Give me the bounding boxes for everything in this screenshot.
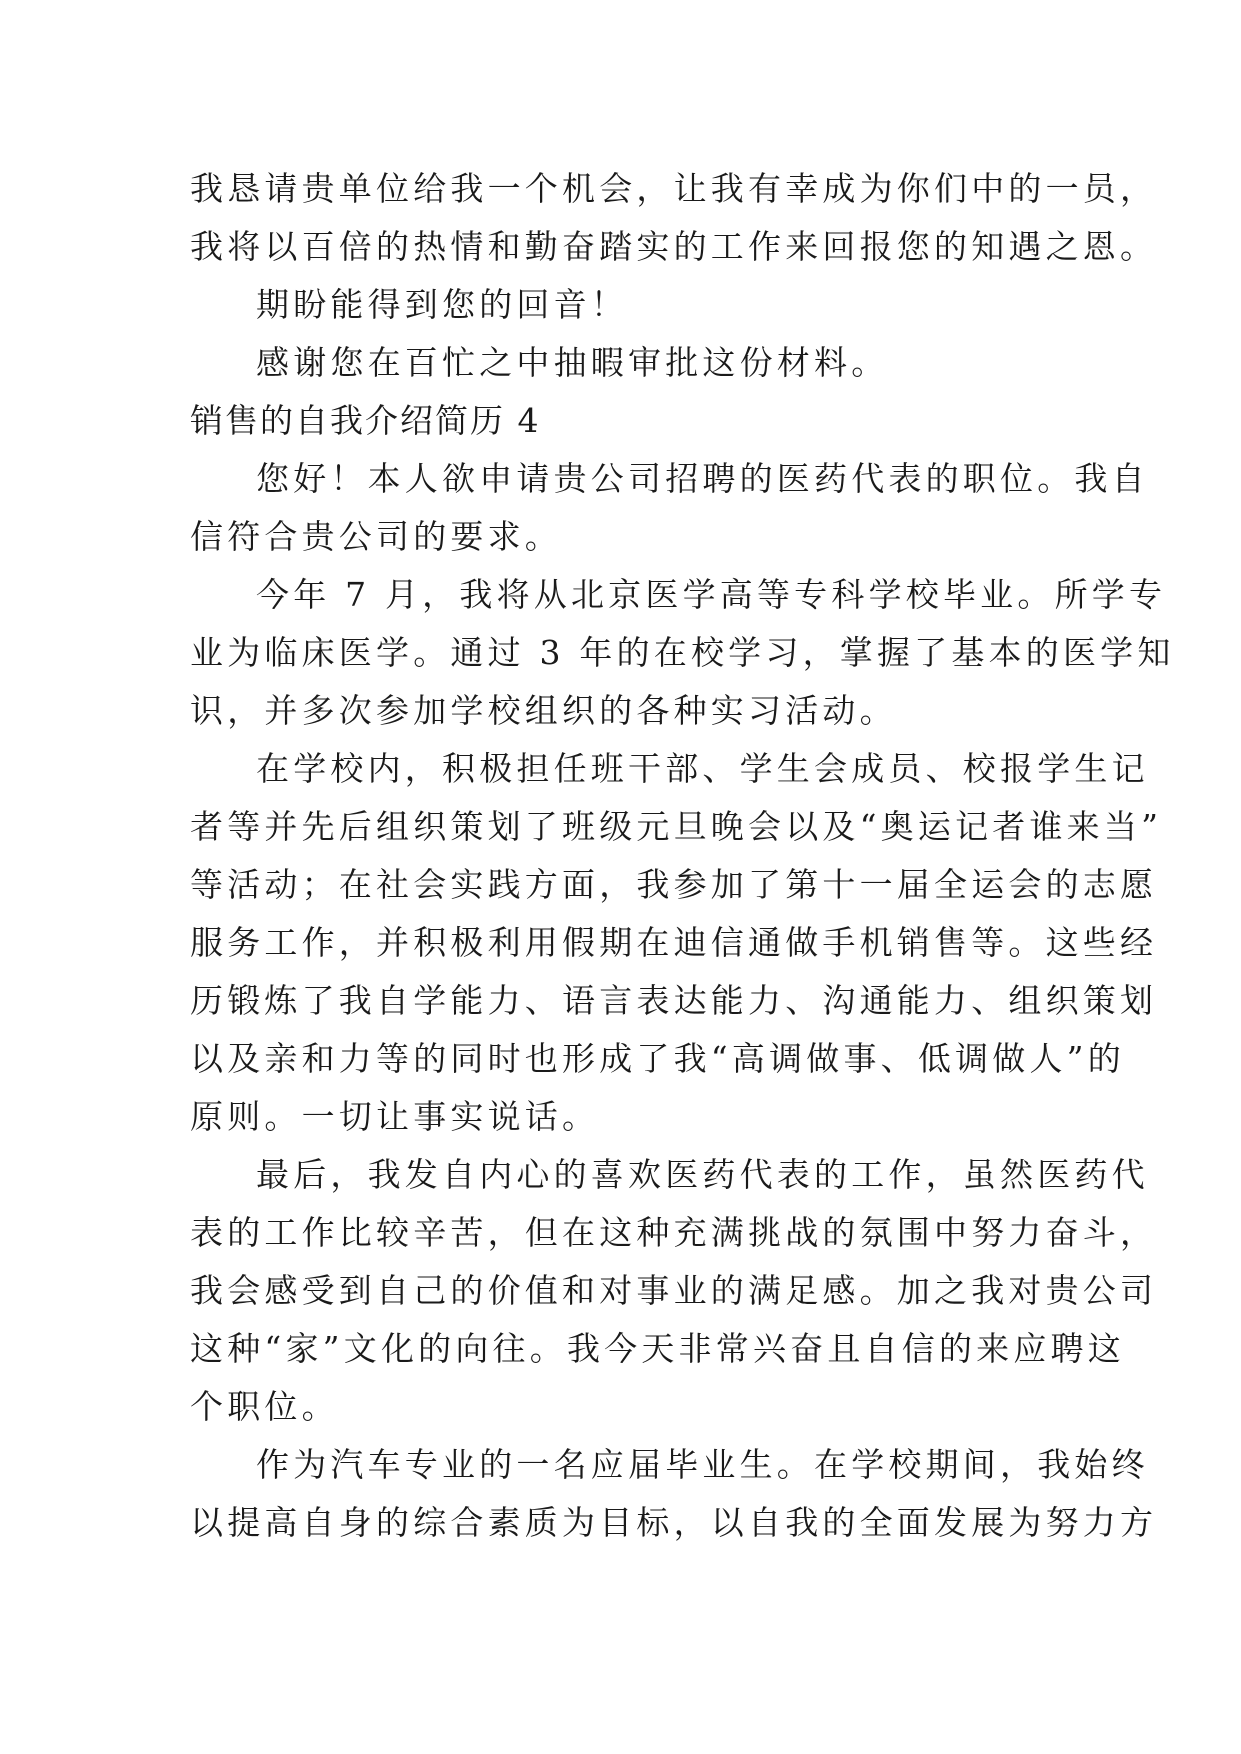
text-line: 者等并先后组织策划了班级元旦晚会以及“奥运记者谁来当” xyxy=(190,807,1163,846)
text-line: 这种“家”文化的向往。我今天非常兴奋且自信的来应聘这 xyxy=(190,1329,1125,1368)
text-line: 您好！本人欲申请贵公司招聘的医药代表的职位。我自 xyxy=(256,459,1149,498)
text-line: 最后，我发自内心的喜欢医药代表的工作，虽然医药代 xyxy=(256,1155,1149,1194)
text-line: 我会感受到自己的价值和对事业的满足感。加之我对贵公司 xyxy=(190,1271,1158,1310)
document-body xyxy=(190,160,1175,1552)
text-line: 服务工作，并积极利用假期在迪信通做手机销售等。这些经 xyxy=(190,923,1158,962)
text-line: 个职位。 xyxy=(190,1387,339,1426)
text-line: 表的工作比较辛苦，但在这种充满挑战的氛围中努力奋斗， xyxy=(190,1213,1158,1252)
text-line: 等活动；在社会实践方面，我参加了第十一届全运会的志愿 xyxy=(190,865,1158,904)
text-line: 期盼能得到您的回音！ xyxy=(256,285,628,324)
text-line: 以及亲和力等的同时也形成了我“高调做事、低调做人”的 xyxy=(190,1039,1125,1078)
section-heading: 销售的自我介绍简历 4 xyxy=(190,401,541,440)
text-line: 历锻炼了我自学能力、语言表达能力、沟通能力、组织策划 xyxy=(190,981,1158,1020)
text-line: 以提高自身的综合素质为目标，以自我的全面发展为努力方 xyxy=(190,1503,1158,1542)
text-line: 今年 7 月，我将从北京医学高等专科学校毕业。所学专 xyxy=(256,575,1167,614)
text-line: 作为汽车专业的一名应届毕业生。在学校期间，我始终 xyxy=(256,1445,1149,1484)
text-line: 业为临床医学。通过 3 年的在校学习，掌握了基本的医学知 xyxy=(190,633,1175,672)
text-line: 识，并多次参加学校组织的各种实习活动。 xyxy=(190,691,897,730)
text-line: 我恳请贵单位给我一个机会，让我有幸成为你们中的一员， xyxy=(190,169,1158,208)
text-line: 我将以百倍的热情和勤奋踏实的工作来回报您的知遇之恩。 xyxy=(190,227,1158,266)
text-line: 感谢您在百忙之中抽暇审批这份材料。 xyxy=(256,343,889,382)
text-line: 原则。一切让事实说话。 xyxy=(190,1097,600,1136)
text-line: 信符合贵公司的要求。 xyxy=(190,517,562,556)
text-line: 在学校内，积极担任班干部、学生会成员、校报学生记 xyxy=(256,749,1149,788)
